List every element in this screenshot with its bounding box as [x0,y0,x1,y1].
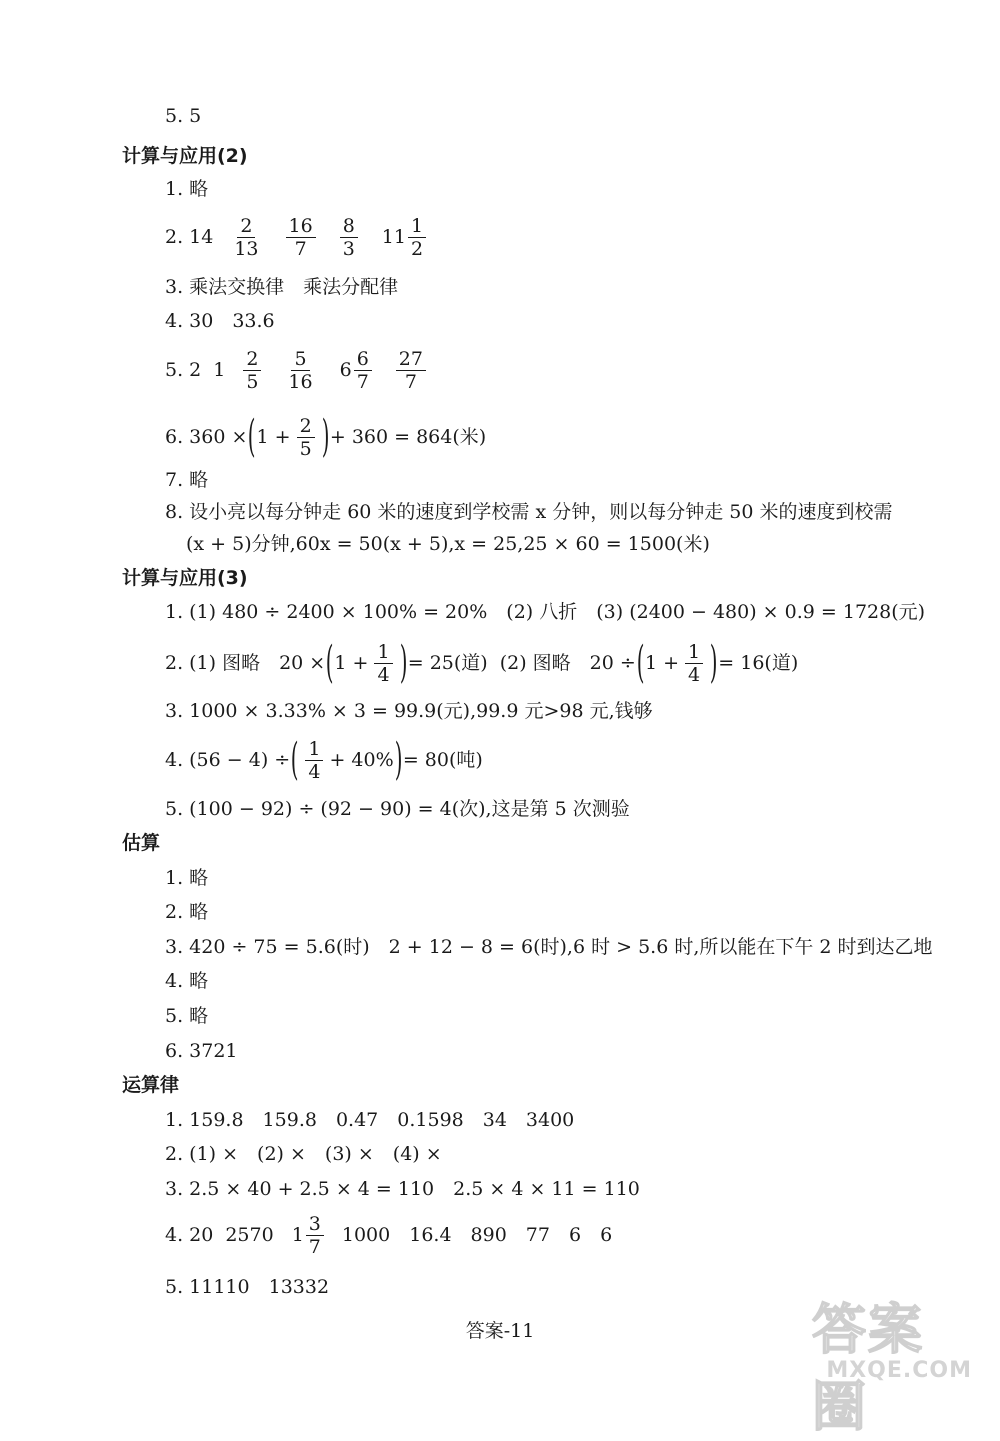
fraction: $\frac{8}{3}$ [340,215,358,260]
fraction: $\frac{3}{7}$ [306,1213,324,1258]
fraction: $\frac{2}{5}$ [243,348,261,393]
fraction: $\frac{1}{4}$ [305,738,323,783]
law-q5: 5. 11110 13332 [165,1276,330,1298]
s2-q8-line2: (x + 5)分钟,60x = 50(x + 5),x = 25,25 × 60 = 1500(米) [186,533,710,555]
section-title-calc-apply-3: 计算与应用(3) [122,567,248,589]
left-paren: ( [290,734,299,785]
left-paren: ( [636,637,645,688]
est-q1: 1. 略 [165,867,209,889]
watermark-logo [812,1287,982,1438]
fraction: $\frac{1}{2}$ [408,215,426,260]
est-q6: 6. 3721 [165,1040,238,1062]
section-title-operation-laws: 运算律 [122,1074,180,1096]
fraction: $\frac{1}{4}$ [374,641,392,686]
s2-q5: 5. 2 1 $\frac{2}{5}$ $\frac{5}{16}$ 6 $\frac{6}{7}$ $\frac{27}{7}$ [165,345,432,395]
s2-q2-num: 2. [165,226,184,248]
fraction: $\frac{1}{4}$ [685,641,703,686]
s2-q1: 1. 略 [165,178,209,200]
s3-q3: 3. 1000 × 3.33% × 3 = 99.9(元),99.9 元>98 元,钱够 [165,700,653,722]
s3-q1: 1. (1) 480 ÷ 2400 × 100% = 20% (2) 八折 (3) (2400 − 480) × 0.9 = 1728(元) [165,601,926,623]
section-title-estimation: 估算 [122,832,161,854]
answer-5-5: 5. 5 [165,105,202,127]
right-paren: ) [394,734,403,785]
est-q2: 2. 略 [165,901,209,923]
est-q3: 3. 420 ÷ 75 = 5.6(时) 2 + 12 − 8 = 6(时),6 时 > 5.6 时,所以能在下午 2 时到达乙地 [165,936,933,958]
law-q4: 4. 20 2570 1 $\frac{3}{7}$ 1000 16.4 890 77 6 6 [165,1212,613,1258]
s2-q2-a: 14 [189,226,214,248]
law-q1: 1. 159.8 159.8 0.47 0.1598 34 3400 [165,1109,575,1131]
fraction: $\frac{2}{13}$ [234,214,259,260]
law-q2: 2. (1) × (2) × (3) × (4) × [165,1143,442,1165]
section-title-calc-apply-2: 计算与应用(2) [122,145,248,167]
law-q3: 3. 2.5 × 40 + 2.5 × 4 = 110 2.5 × 4 × 11 = 110 [165,1178,640,1200]
s2-q7: 7. 略 [165,469,209,491]
s3-q5: 5. (100 − 92) ÷ (92 − 90) = 4(次),这是第 5 次测验 [165,798,630,820]
s2-q6: 6. 360 × ( 1 + $\frac{2}{5}$ ) + 360 = 864(米) [165,411,487,462]
watermark-text: 答案圈 [812,1298,924,1438]
left-paren: ( [248,411,256,462]
s2-q8-line1: 8. 设小亮以每分钟走 60 米的速度到学校需 x 分钟，则以每分钟走 50 米的速度到校需 [165,501,893,523]
mixed-whole: 6 [339,359,352,381]
mixed-whole: 11 [381,226,406,248]
est-q4: 4. 略 [165,970,209,992]
fraction: $\frac{2}{5}$ [297,415,315,460]
watermark-url: MXQE.COM [826,1358,972,1383]
fraction: $\frac{16}{7}$ [286,215,316,260]
page-footer: 答案-11 [465,1320,535,1342]
mixed-whole: 1 [291,1224,304,1246]
fraction: $\frac{5}{16}$ [288,347,313,393]
s2-q4: 4. 30 33.6 [165,310,275,332]
left-paren: ( [325,637,334,688]
right-paren: ) [321,411,330,462]
est-q5: 5. 略 [165,1005,209,1027]
s3-q2: 2. (1) 图略 20 × ( 1 + $\frac{1}{4}$ ) = 25(道) (2) 图略 20 ÷ ( 1 + $\frac{1}{4}$ ) = 16(道) [165,637,799,688]
right-paren: ) [399,637,408,688]
s2-q2 [165,212,432,262]
fraction: $\frac{6}{7}$ [354,348,372,393]
s3-q4: 4. (56 − 4) ÷ ( $\frac{1}{4}$ + 40% ) = 80(吨) [165,734,483,785]
right-paren: ) [709,637,718,688]
s2-q3: 3. 乘法交换律 乘法分配律 [165,276,399,298]
fraction: $\frac{27}{7}$ [396,348,426,393]
